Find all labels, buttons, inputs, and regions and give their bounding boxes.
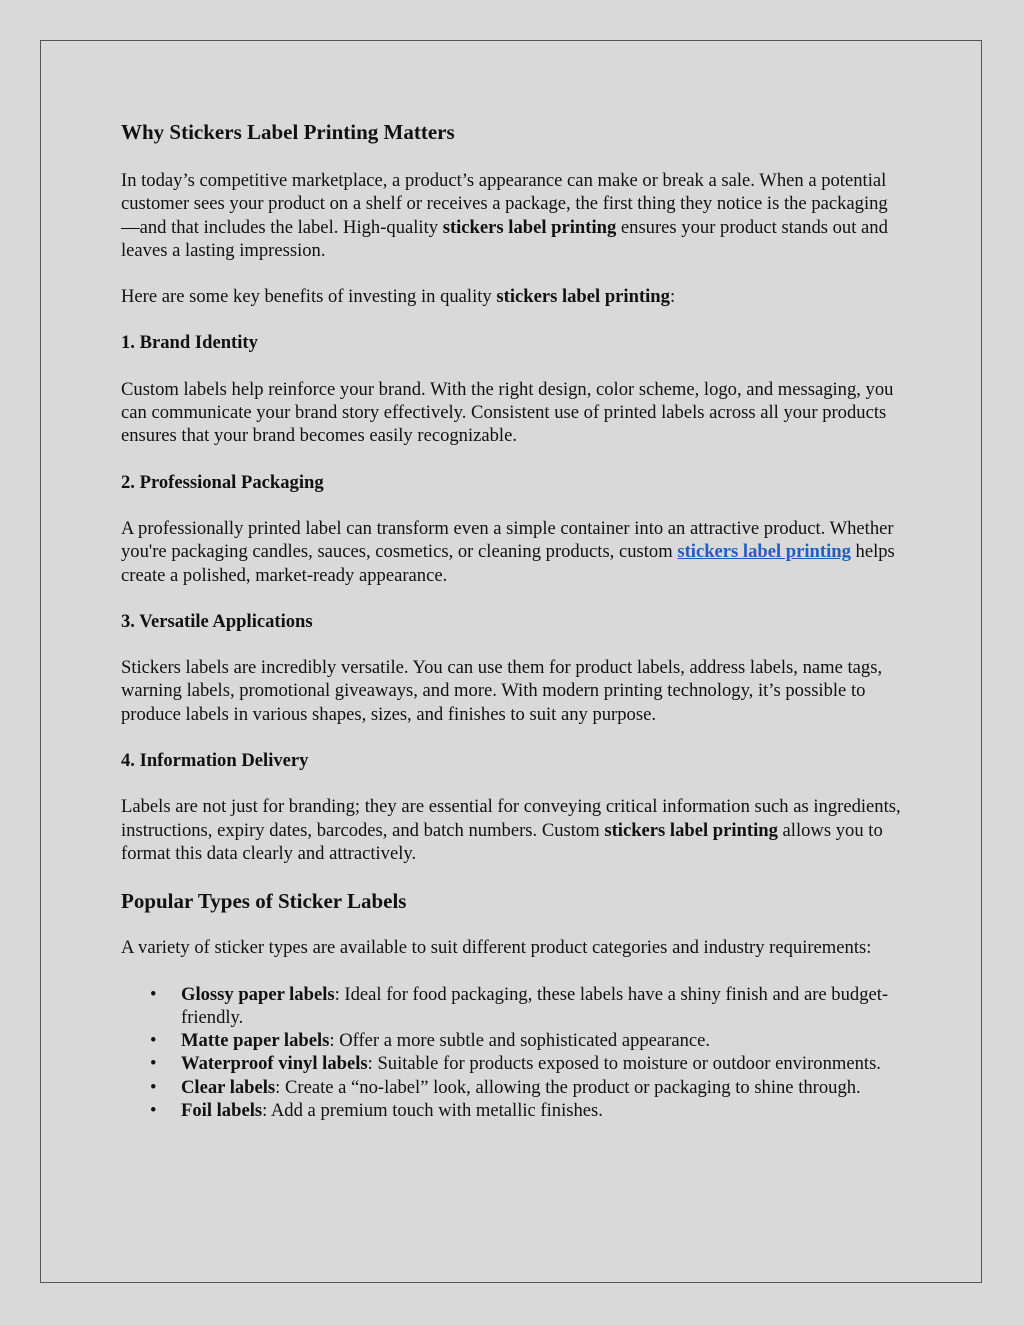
list-item-name: Matte paper labels bbox=[181, 1030, 330, 1052]
list-item bbox=[150, 1029, 906, 1052]
list-item-desc: : Suitable for products exposed to moisture or outdoor environments. bbox=[367, 1053, 881, 1075]
list-item-name: Waterproof vinyl labels bbox=[181, 1053, 368, 1075]
benefits-intro-bold-keyword: stickers label printing bbox=[496, 286, 670, 308]
benefit-heading-information-delivery: 4. Information Delivery bbox=[121, 750, 309, 772]
benefit-heading-professional-packaging: 2. Professional Packaging bbox=[121, 471, 324, 493]
section-title-why: Why Stickers Label Printing Matters bbox=[121, 120, 455, 144]
stickers-label-printing-link[interactable]: stickers label printing bbox=[677, 541, 851, 563]
benefit-heading-brand-identity: 1. Brand Identity bbox=[121, 332, 258, 354]
information-text-1: Labels are not just for branding; they are essential for conveying critical information such as ingredients, instructions, expiry dates, barcodes, and batch numbers. Custom bbox=[121, 796, 901, 841]
benefits-intro-paragraph bbox=[121, 285, 906, 308]
list-item bbox=[150, 1052, 906, 1075]
sticker-types-list bbox=[121, 983, 906, 1123]
benefit-text-versatile-applications: Stickers labels are incredibly versatile. You can use them for product labels, address labels, name tags, warning labels, promotional giveaways, and more. With modern printing technology, it’s possible to produce labels in various shapes, sizes, and finishes to suit any purpose. bbox=[121, 657, 883, 725]
list-item-desc: : Offer a more subtle and sophisticated appearance. bbox=[329, 1030, 711, 1052]
information-text-2: allows you to format this data clearly and attractively. bbox=[121, 819, 883, 864]
benefit-text-professional-packaging bbox=[121, 517, 906, 587]
benefit-text-brand-identity: Custom labels help reinforce your brand. With the right design, color scheme, logo, and messaging, you can communicate your brand story effectively. Consistent use of printed labels across all your products ensures that your brand becomes easily recognizable. bbox=[121, 378, 894, 447]
types-intro-paragraph: A variety of sticker types are available to suit different product categories and industry requirements: bbox=[121, 937, 872, 959]
section-title-popular-types: Popular Types of Sticker Labels bbox=[121, 889, 407, 914]
list-item bbox=[150, 1099, 906, 1122]
information-bold-keyword: stickers label printing bbox=[604, 819, 778, 841]
bullet-marker: • bbox=[150, 983, 157, 1005]
intro-text-1: In today’s competitive marketplace, a product’s appearance can make or break a sale. When a potential customer sees your product on a shelf or receives a package, the first thing they notice is the packaging—and that includes the label. High-quality bbox=[121, 170, 888, 238]
intro-text-2: ensures your product stands out and leaves a lasting impression. bbox=[121, 216, 888, 261]
list-item bbox=[150, 983, 906, 1030]
packaging-text-1: A professionally printed label can transform even a simple container into an attractive product. Whether you're packaging candles, sauces, cosmetics, or cleaning products, custom bbox=[121, 517, 894, 563]
list-item-name: Glossy paper labels bbox=[181, 983, 335, 1005]
list-item-name: Foil labels bbox=[181, 1100, 263, 1122]
bullet-marker: • bbox=[150, 1030, 157, 1052]
benefit-heading-versatile-applications: 3. Versatile Applications bbox=[121, 610, 313, 632]
benefit-text-information-delivery bbox=[121, 795, 906, 865]
document-content bbox=[121, 119, 906, 1122]
benefits-intro-text-1: Here are some key benefits of investing in quality bbox=[121, 286, 497, 308]
document-page bbox=[40, 40, 982, 1283]
list-item bbox=[150, 1076, 906, 1099]
bullet-marker: • bbox=[150, 1076, 157, 1098]
list-item-desc: : Ideal for food packaging, these labels have a shiny finish and are budget-friendly. bbox=[181, 983, 889, 1028]
benefits-intro-text-2: : bbox=[669, 286, 676, 308]
bullet-marker: • bbox=[150, 1053, 157, 1075]
packaging-text-2: helps create a polished, market-ready appearance. bbox=[121, 541, 895, 586]
intro-paragraph bbox=[121, 169, 906, 262]
list-item-desc: : Create a “no-label” look, allowing the product or packaging to shine through. bbox=[275, 1076, 861, 1098]
intro-bold-keyword: stickers label printing bbox=[442, 216, 617, 238]
list-item-desc: : Add a premium touch with metallic finishes. bbox=[262, 1100, 603, 1122]
list-item-name: Clear labels bbox=[181, 1076, 276, 1098]
bullet-marker: • bbox=[150, 1100, 157, 1122]
